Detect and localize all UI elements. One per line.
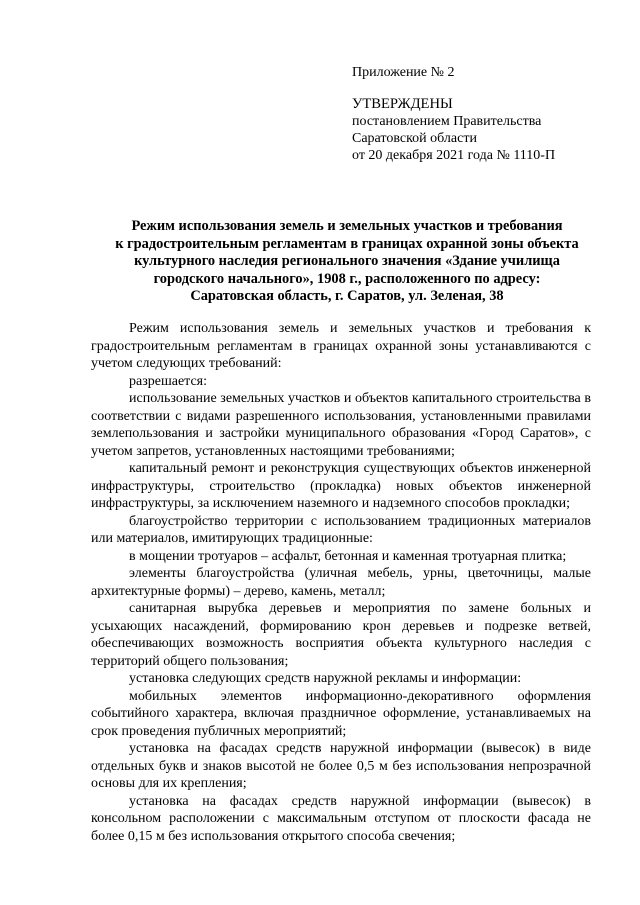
title-line: культурного наследия регионального значения «Здание училища: [134, 253, 560, 270]
approved-heading: УТВЕРЖДЕНЫ: [352, 96, 453, 112]
body-paragraph: Режим использования земель и земельных участков и требования к градостроительным регламентам в границах охранной зоны устанавливаются с учетом следующих требований:: [91, 321, 591, 371]
approval-block: [352, 64, 612, 164]
title-line: Саратовская область, г. Саратов, ул. Зеленая, 38: [190, 288, 504, 305]
body-paragraph: в мощении тротуаров – асфальт, бетонная и каменная тротуарная плитка;: [129, 548, 567, 564]
approval-line: Саратовской области: [352, 131, 477, 146]
body-paragraph: благоустройство территории с использованием традиционных материалов или материалов, имитирующих традиционные:: [91, 513, 591, 546]
body-paragraph: элементы благоустройства (уличная мебель, урны, цветочницы, малые архитектурные формы) – дерево, камень, металл;: [91, 566, 591, 599]
annex-number: Приложение № 2: [352, 65, 455, 80]
document-body: [91, 320, 591, 845]
title-line: городского начального», 1908 г., расположенного по адресу:: [153, 270, 541, 287]
body-paragraph: установка следующих средств наружной рекламы и информации:: [129, 671, 522, 686]
body-paragraph: капитальный ремонт и реконструкция существующих объектов инженерной инфраструктуры, строительство (прокладка) новых объектов инженерной инфраструктуры, за исключением наземного и надземного способов прокладки;: [91, 461, 591, 511]
title-line: Режим использования земель и земельных участков и требования: [131, 218, 563, 234]
body-paragraph: мобильных элементов информационно-декоративного оформления событийного характера, включая праздничное оформление, устанавливаемых на срок проведения публичных мероприятий;: [91, 688, 591, 739]
document-title: [82, 218, 612, 306]
approval-date-number: от 20 декабря 2021 года № 1110-П: [352, 148, 556, 163]
title-line: к градостроительным регламентам в границах охранной зоны объекта: [115, 235, 579, 252]
body-paragraph: использование земельных участков и объектов капитального строительства в соответствии с видами разрешенного использования, установленными правилами землепользования и застройки муниципального образования «Город Саратов», с учетом запретов, установленных настоящими требованиями;: [91, 391, 591, 459]
body-paragraph: установка на фасадах средств наружной информации (вывесок) в консольном расположении с максимальным отступом от плоскости фасада не более 0,15 м без использования открытого способа свечения;: [91, 793, 591, 844]
body-paragraph: санитарная вырубка деревьев и мероприятия по замене больных и усыхающих насаждений, формированию крон деревьев и подрезке ветвей, обеспечивающих возможность восприятия объекта культурного наследия с территорий общего пользования;: [91, 601, 591, 669]
body-paragraph: установка на фасадах средств наружной информации (вывесок) в виде отдельных букв и знаков высотой не более 0,5 м без использования непрозрачной основы для их крепления;: [91, 741, 591, 791]
body-paragraph: разрешается:: [129, 373, 207, 389]
approval-line: постановлением Правительства: [352, 114, 542, 129]
